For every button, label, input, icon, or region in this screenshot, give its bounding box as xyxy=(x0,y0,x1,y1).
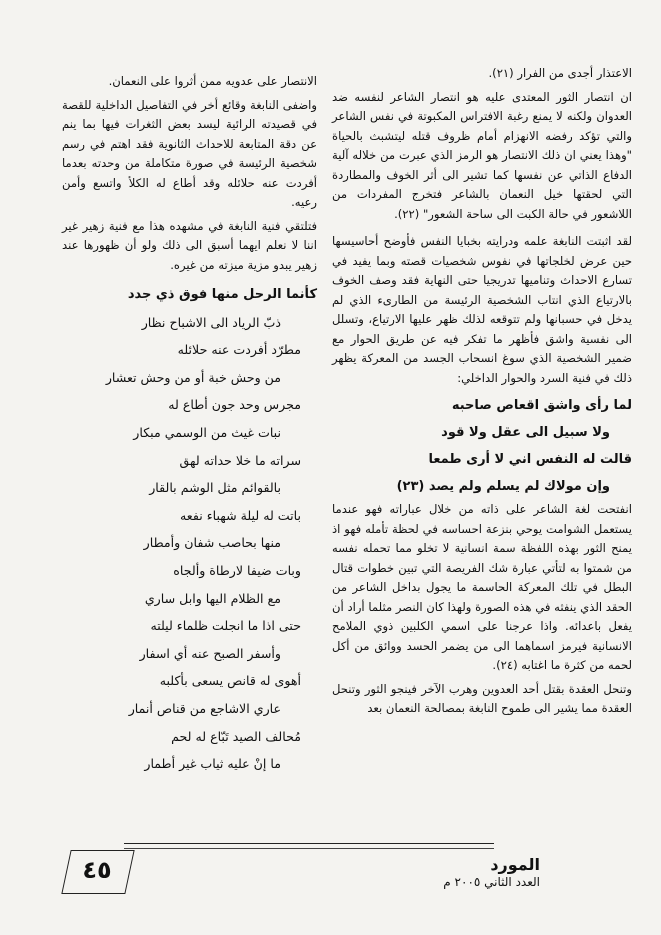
paragraph: انفتحت لغة الشاعر على ذاته من خلال عباراته فهو عندما يستعمل الشوامت يوحي بنزعة احساسه في لحظة تأمله فهو اذ يمنح الثور بهذه اللفظة سمة انسانية لا تخلو مما تحمله نفسه من شمتوا به لتأتي عبارة شك الفريصة التي تبين خطوات قتال البطل في تلك المعركة الحاسمة ما يجول بداخل الشاعر من الحقد الذي ينفثه في هذه الصورة ولهذا كان النصر مثلما أراد أن يفعل باعدائه. واذا عرجنا على اسمي الكلبين ذوي الملامح الانسانية فيرمز اسماهما الى من يضمر الحسد ووائق من أكل لحمه من كثرة ما اغتابه (٢٤). xyxy=(332,502,632,672)
verse-line: ولا سبيل الى عقل ولا قود xyxy=(441,425,610,440)
poem-verses xyxy=(62,281,317,778)
paragraph: الاعتذار أجدى من الفرار (٢١). xyxy=(488,66,632,80)
page-number: ٤٥ xyxy=(82,856,112,884)
verse-line: مطرّد أفردت عنه حلائله xyxy=(177,342,301,358)
footer-rule xyxy=(124,843,494,844)
paragraph: الانتصار على عدويه ممن أثروا على النعمان. xyxy=(108,74,317,88)
left-column xyxy=(62,72,317,778)
journal-issue: العدد الثاني ٢٠٠٥ م xyxy=(443,875,540,889)
verse-line: وإن مولاك لم يسلم ولم يصد (٢٣) xyxy=(396,479,610,494)
journal-masthead xyxy=(370,856,540,890)
verse-line: أهوى له قانص يسعى بأكلبه xyxy=(159,673,301,689)
paragraph: وتنحل العقدة بقتل أحد العدوين وهرب الآخر فينجو الثور وتنحل العقدة مما يشير الى طموح النابغة بمصالحة النعمان بعد xyxy=(332,681,632,715)
verse-line: ذبّ الرياد الى الاشباح نظار xyxy=(141,314,281,330)
verse-line: عاري الاشاجع من قناص أنمار xyxy=(128,700,281,716)
verse-line: بالقوائم مثل الوشم بالقار xyxy=(149,480,281,496)
verse-line: وبات ضيفا لارطاة وألجاه xyxy=(173,562,301,578)
paragraph: ان انتصار الثور المعتدى عليه هو انتصار الشاعر لنفسه ضد العدوان ولكنه لا يمنع رغبة الافتراس المكبوتة في نفس الشاعر والتي تؤكد رفضه الانهزام أمام ظروف قتله ليتشبث بالحياة "وهذا يعني ان ذلك الانتصار هو الرمز الذي عبرت من خلاله آلية الدفاع الذاتي عن نفسها كما تشير الى أثر الخوف والمطاردة التي لحقتها خيل النعمان بالشاعر فتخرج المفردات من اللاشعور في حالة الكبت الى ساحة الشعور" (٢٢). xyxy=(332,89,632,221)
verse-line: كأنما الرحل منها فوق ذي جدد xyxy=(127,287,317,302)
journal-title: المورد xyxy=(490,855,540,874)
verse-line: مع الظلام اليها وابل ساري xyxy=(144,590,281,606)
verse-line: من وحش خبة أو من وحش تعشار xyxy=(105,369,281,385)
verse-line: وأسفر الصبح عنه أي اسفار xyxy=(139,645,281,661)
verse-line: لما رأى واشق اقعاص صاحبه xyxy=(451,398,632,413)
verse-line: مجرس وحد جون أطاع له xyxy=(168,397,301,413)
poem-verses xyxy=(332,392,632,500)
verse-line: نبات غيث من الوسمي مبكار xyxy=(133,424,281,440)
paragraph: فتلتقي فنية النابغة في مشهده هذا مع فنية زهير غير اننا لا نعلم ايهما أسبق الى ذلك ولو أن ظهورها عند زهير يبدو مزية ميزته من غيره. xyxy=(62,218,317,272)
paragraph: لقد اثبتت النابغة علمه ودرايته بخبايا النفس فأوضح أحاسيسها حين عرض لخلجاتها في نفوس شخصيات قصته وبما يفيد في تسارع الاحداث وتناميها تدريجيا حتى النهاية فقد وصف الخوف بالارتياع الذي انتاب الشخصية الرئيسة من الطارىء الذي لم يدخل في حسبانها ولم تتوقعه لذلك ظهر عليها الارتياع، وتسلل الى نفسية واشق فأظهر ما تفكر فيه عن طريق الحوار مع ضمير الشخصية الذي سوغ انسحاب الجسد من المعركة يظهر ذلك في فنية السرد والحوار الداخلي: xyxy=(332,234,632,385)
verse-line: مُحالف الصيد تَبّاع له لحم xyxy=(171,728,301,744)
verse-line: حتى اذا ما انجلت ظلماء ليلته xyxy=(150,618,301,634)
verse-line: سراته ما خلا حداته لهق xyxy=(179,452,301,468)
verse-line: ما إنْ عليه ثياب غير أطمار xyxy=(144,756,281,772)
page-footer xyxy=(60,840,580,900)
paragraph: واضفى النابغة وقائع أخر في التفاصيل الداخلية للقصة في قصيدته الرائية ليسد بعض الثغرات فيها بما ينم عن دقة المتابعة للاحداث الثانوية فقد اهتم في رسم شخصية الرئيسة في صورة متكاملة من وحدته بعدما أفردت عنه حلائله وقد أطاع له الكلأ واتسع وأمن رعيه. xyxy=(62,97,317,209)
footer-rule-thin xyxy=(124,848,494,849)
verse-line: باتت له ليلة شهباء نفعه xyxy=(180,507,301,523)
verse-line: منها بحاصب شفان وأمطار xyxy=(143,535,281,551)
right-column xyxy=(332,64,632,723)
verse-line: قالت له النفس اني لا أرى طمعا xyxy=(428,452,632,467)
